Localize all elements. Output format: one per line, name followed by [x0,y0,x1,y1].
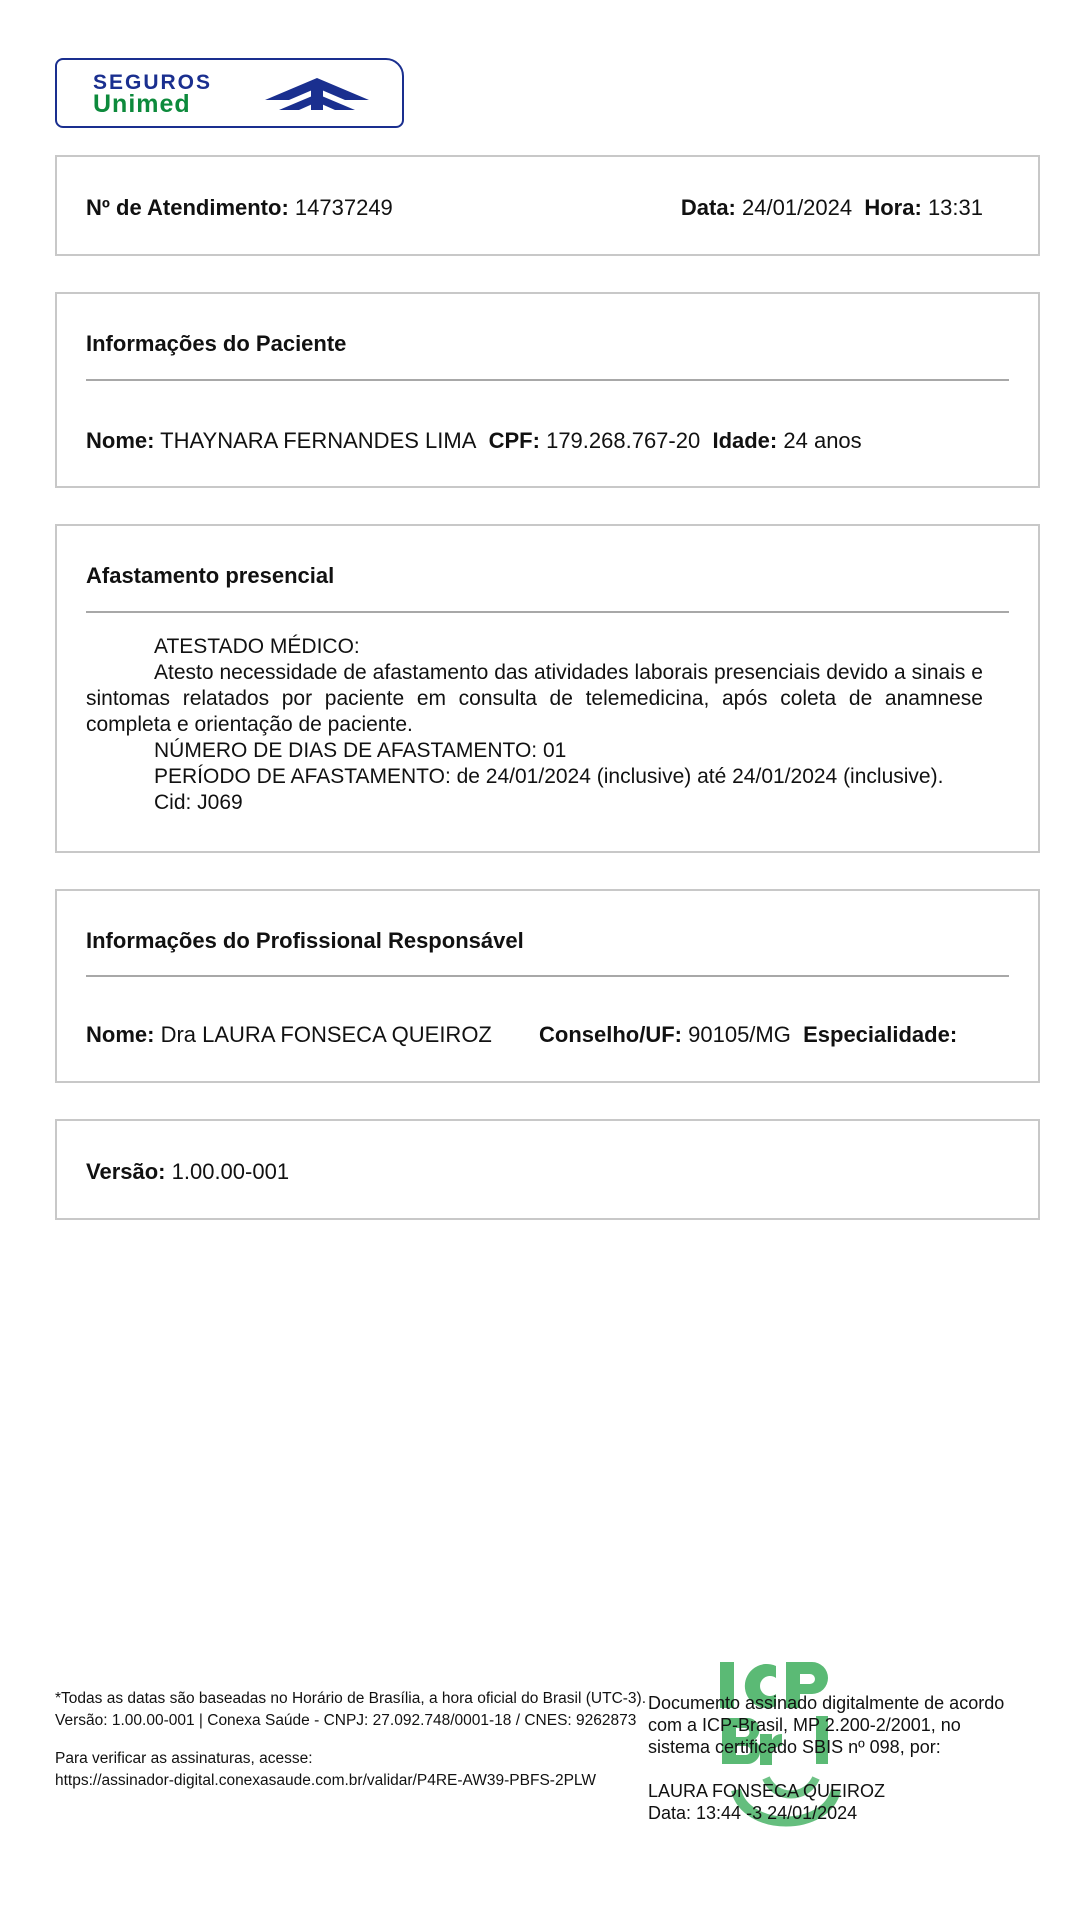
logo-text [93,72,212,117]
certificate-body: Atesto necessidade de afastamento das atividades laborais presenciais devido a sinais e sintomas relatados por paciente em consulta de telemedicina, após coleta de anamnese completa e orientação de paciente. [86,661,983,736]
patient-age-label: Idade: [712,428,778,453]
absence-days: NÚMERO DE DIAS DE AFASTAMENTO: 01 [154,739,567,762]
footer-notes [55,1688,647,1792]
professional-name-label: Nome: [86,1022,155,1047]
patient-name: THAYNARA FERNANDES LIMA [160,428,477,453]
certificate-heading: ATESTADO MÉDICO: [154,635,360,658]
digital-signature-block [648,1692,1004,1824]
time-value: 13:31 [927,195,983,220]
timezone-note: *Todas as datas são baseadas no Horário de Brasília, a hora oficial do Brasil (UTC-3). [55,1690,647,1707]
version-value: 1.00.00-001 [171,1159,290,1184]
atendimento-datetime [681,195,983,221]
atendimento-number [86,195,393,221]
verify-url[interactable]: https://assinador-digital.conexasaude.com.br/validar/P4RE-AW39-PBFS-2PLW [55,1772,597,1789]
atendimento-box [55,155,1040,256]
patient-divider [86,379,1009,381]
absence-section-title: Afastamento presencial [86,563,335,588]
version-label: Versão: [86,1159,166,1184]
unimed-arrows-icon [265,74,369,112]
patient-age: 24 anos [783,428,862,453]
company-info: Versão: 1.00.00-001 | Conexa Saúde - CNPJ: 27.092.748/0001-18 / CNES: 9262873 [55,1712,637,1729]
professional-name: Dra LAURA FONSECA QUEIROZ [160,1022,492,1047]
atendimento-label: Nº de Atendimento: [86,195,289,220]
patient-cpf-label: CPF: [488,428,540,453]
signer-name: LAURA FONSECA QUEIROZ [648,1781,886,1801]
seguros-unimed-logo [55,58,404,128]
professional-divider [86,975,1009,977]
logo-line-seguros: SEGUROS [93,71,213,94]
signature-line-3: sistema certificado SBIS nº 098, por: [648,1737,941,1757]
patient-section-title: Informações do Paciente [86,331,347,356]
date-label: Data: [680,195,736,220]
absence-divider [86,611,1009,613]
verify-label: Para verificar as assinaturas, acesse: [55,1750,313,1767]
cid-code: Cid: J069 [154,791,243,814]
time-label: Hora: [864,195,922,220]
patient-info-box [55,292,1040,488]
council-value: 90105/MG [688,1022,791,1047]
version-row [86,1159,289,1185]
professional-section-title: Informações do Profissional Responsável [86,928,524,953]
professional-name-row [86,1022,492,1048]
specialty-label: Especialidade: [803,1022,958,1047]
absence-box [55,524,1040,853]
signature-line-2: com a ICP-Brasil, MP 2.200-2/2001, no [648,1715,961,1735]
patient-cpf: 179.268.767-20 [546,428,701,453]
patient-name-label: Nome: [86,428,155,453]
professional-info-box [55,889,1040,1083]
atendimento-value: 14737249 [294,195,393,220]
patient-details [86,428,862,454]
signature-date: Data: 13:44 -3 24/01/2024 [648,1803,858,1823]
signature-line-1: Documento assinado digitalmente de acordo [648,1693,1005,1713]
medical-certificate-text [86,634,983,816]
absence-period: PERÍODO DE AFASTAMENTO: de 24/01/2024 (inclusive) até 24/01/2024 (inclusive). [154,765,944,788]
date-value: 24/01/2024 [742,195,853,220]
professional-council-row [539,1022,957,1048]
council-label: Conselho/UF: [539,1022,682,1047]
logo-line-unimed: Unimed [93,90,191,118]
version-box [55,1119,1040,1220]
